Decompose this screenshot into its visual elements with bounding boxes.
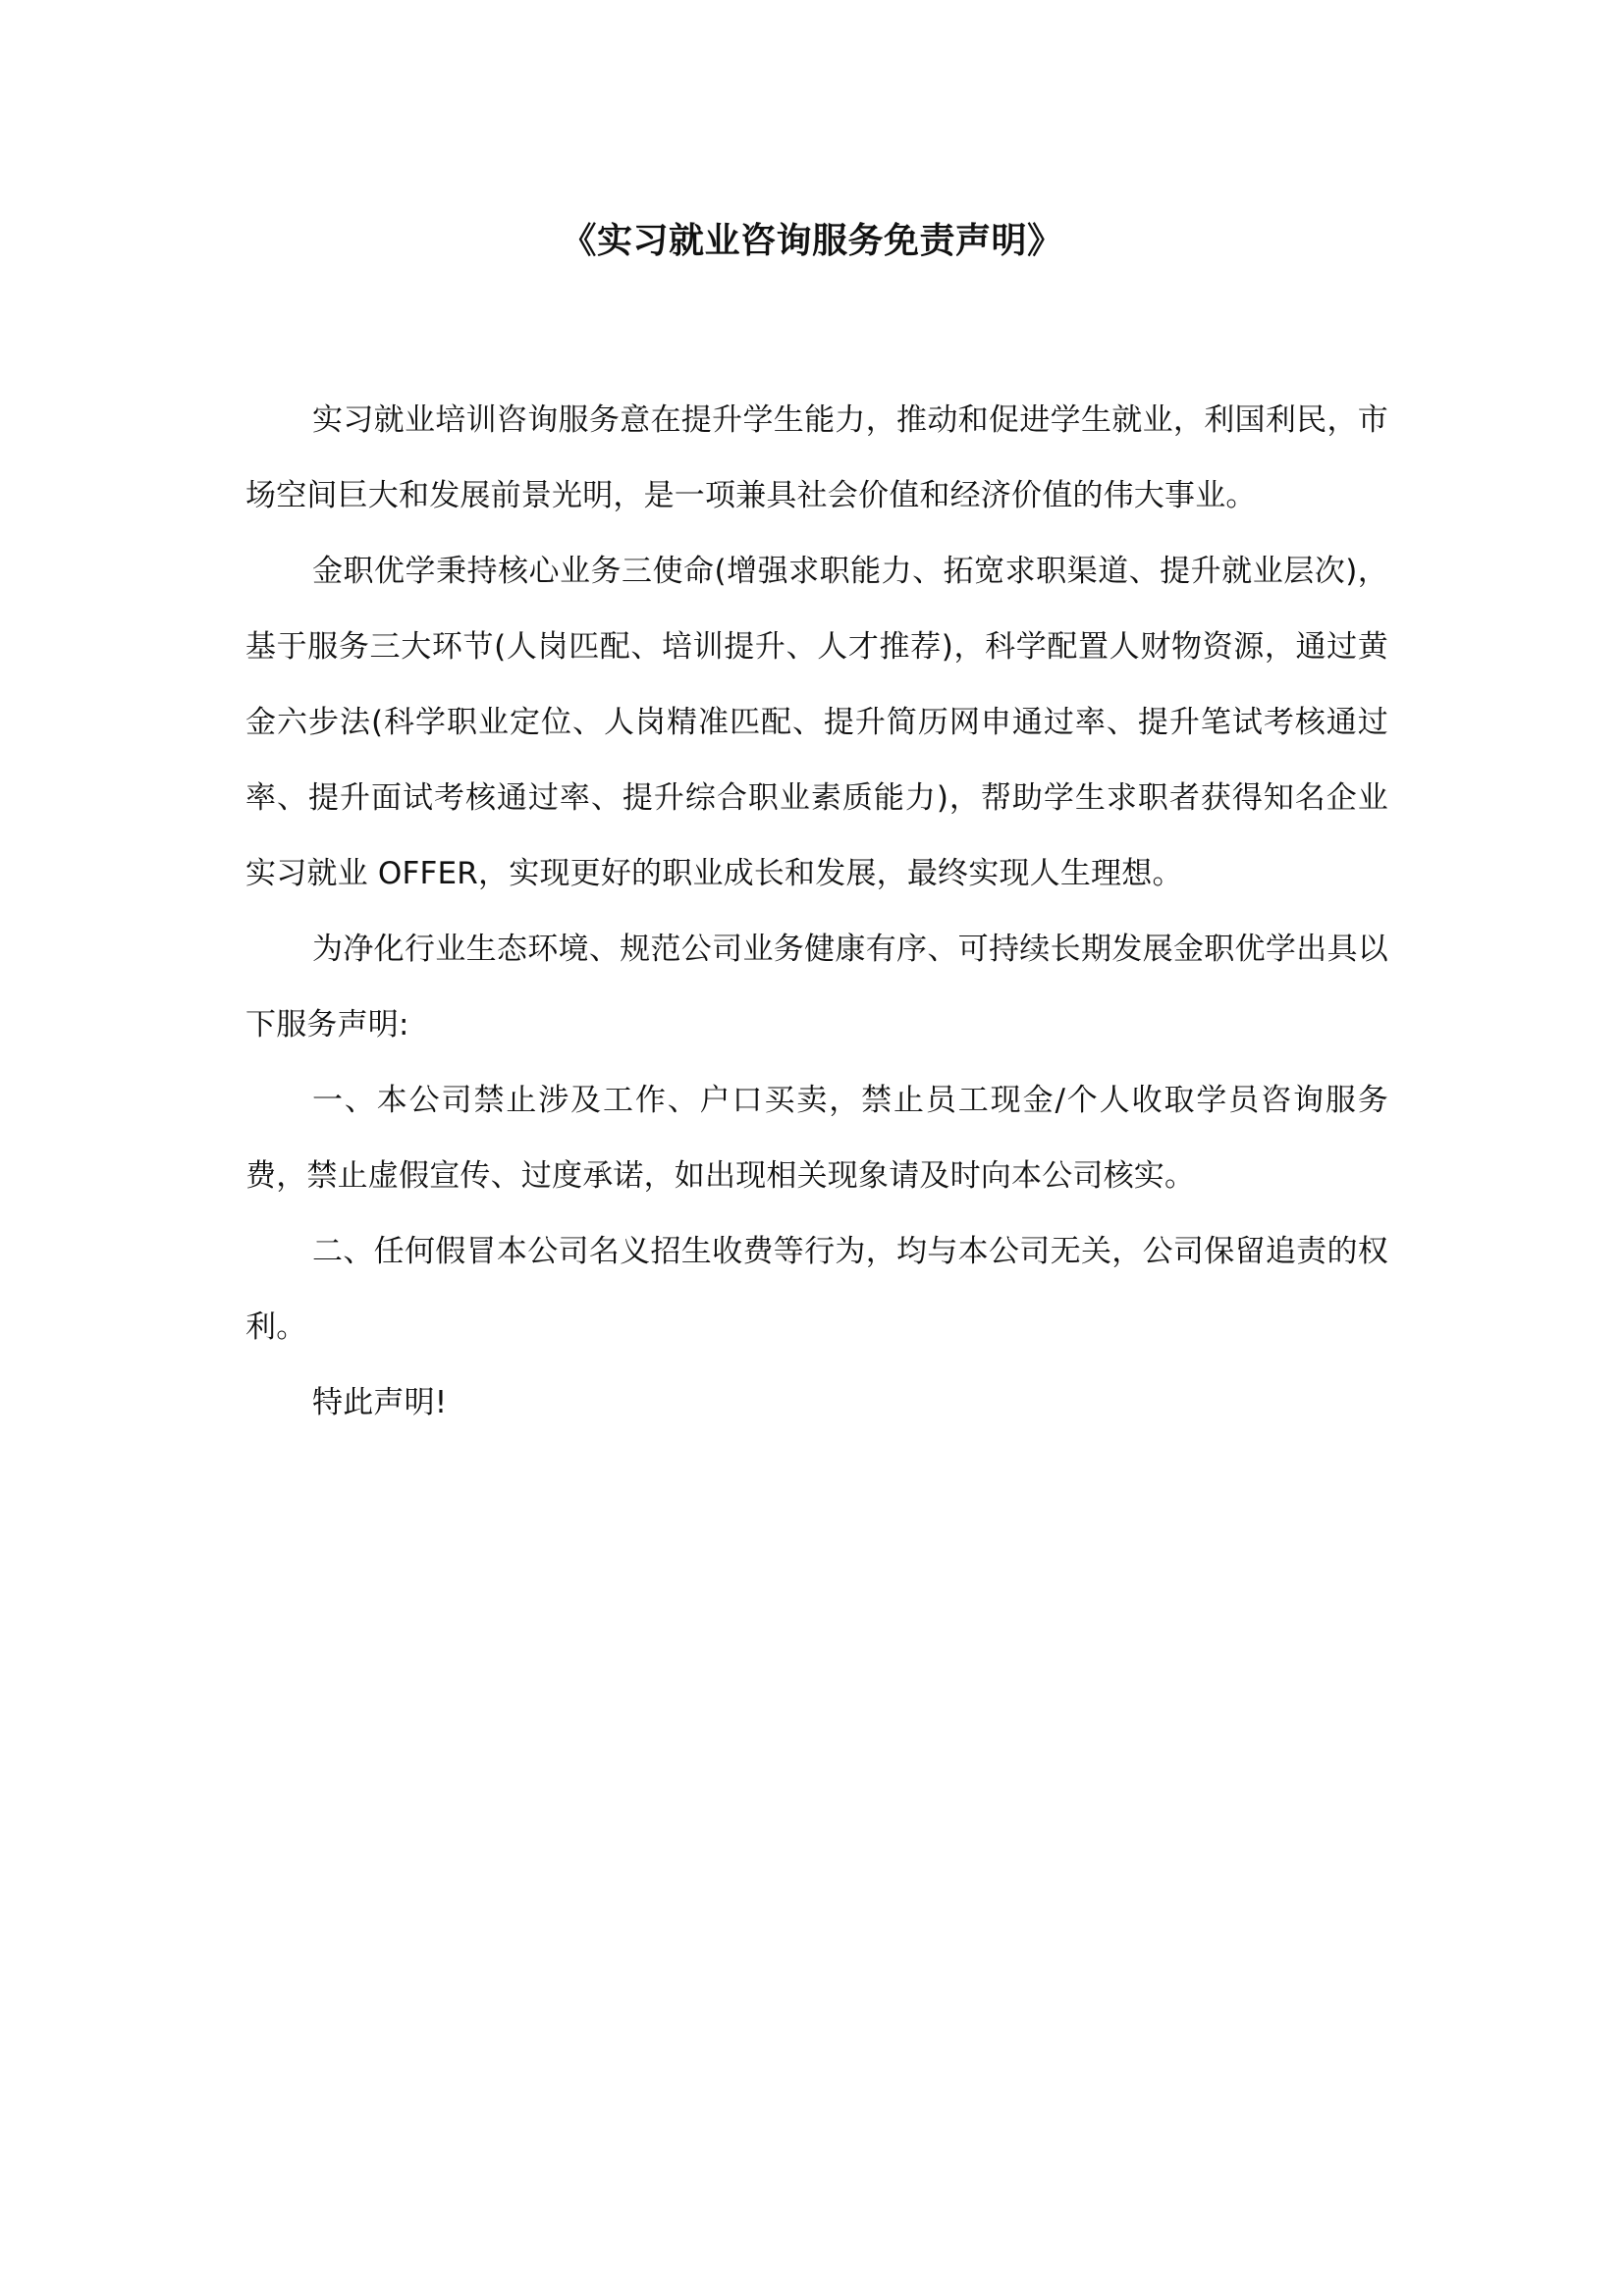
document-body <box>245 383 1388 1441</box>
closing-paragraph: 特此声明! <box>312 1385 448 1420</box>
clause-one-paragraph: 一、本公司禁止涉及工作、户口买卖，禁止员工现金/个人收取学员咨询服务费，禁止虚假宣传、过度承诺，如出现相关现象请及时向本公司核实。 <box>245 1083 1388 1194</box>
mission-paragraph: 金职优学秉持核心业务三使命(增强求职能力、拓宽求职渠道、提升就业层次)，基于服务三大环节(人岗匹配、培训提升、人才推荐)，科学配置人财物资源，通过黄金六步法(科学职业定位、人岗精准匹配、提升简历网申通过率、提升笔试考核通过率、提升面试考核通过率、提升综合职业素质能力)，帮助学生求职者获得知名企业实习就业 OFFER，实现更好的职业成长和发展，最终实现人生理想。 <box>245 554 1388 891</box>
statement-intro-paragraph: 为净化行业生态环境、规范公司业务健康有序、可持续长期发展金职优学出具以下服务声明: <box>245 932 1388 1042</box>
clause-two-paragraph: 二、任何假冒本公司名义招生收费等行为，均与本公司无关，公司保留追责的权利。 <box>245 1234 1388 1345</box>
intro-paragraph: 实习就业培训咨询服务意在提升学生能力，推动和促进学生就业，利国利民，市场空间巨大和发展前景光明，是一项兼具社会价值和经济价值的伟大事业。 <box>245 402 1388 513</box>
document-title: 《实习就业咨询服务免责声明》 <box>561 221 1063 261</box>
